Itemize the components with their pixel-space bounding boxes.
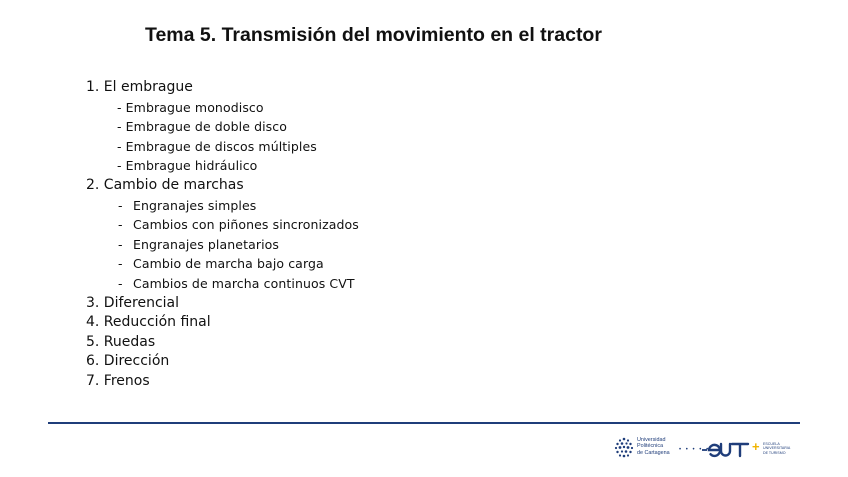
toc-subitem-label: Cambios con piñones sincronizados [133,217,359,233]
list-dash: - [118,275,123,291]
footer-divider [48,422,800,424]
list-dash: - [118,256,123,272]
toc-subitem-label: Engranajes planetarios [133,236,279,252]
list-dash: - [118,236,123,252]
toc-section-reduccion-final: 4. Reducción final [86,314,211,331]
eut-line: DE TURISMO [763,450,786,455]
upct-logo-text [637,437,670,456]
upct-line: Universidad [637,437,666,443]
toc-section-ruedas: 5. Ruedas [86,333,156,350]
toc-section-embrague: 1. El embrague [86,79,193,95]
eut-plus-icon: + [752,439,760,454]
eut-logo-icon [701,439,751,459]
footer-logos [613,436,797,462]
toc-subitem: - Embrague hidráulico [117,158,258,174]
toc-section-frenos: 7. Frenos [86,372,150,389]
list-dash: - [118,197,123,213]
upct-line: Politécnica [637,443,664,450]
toc-section-cambio-de-marchas: 2. Cambio de marchas [86,176,244,193]
toc-subitem: - Embrague de doble disco [117,119,288,135]
toc-section-diferencial: 3. Diferencial [86,294,180,311]
eut-line: UNIVERSITARIA [763,446,791,451]
toc-subitem [86,235,359,255]
toc-section-direccion: 6. Dirección [86,353,170,370]
slide-title: Tema 5. Transmisión del movimiento en el tractor [145,24,602,46]
toc-subitem [86,196,359,216]
toc-subitem-label: Engranajes simples [133,197,257,213]
toc-subitem-label: Cambio de marcha bajo carga [133,256,324,272]
toc-subitem: - Embrague monodisco [117,99,264,115]
list-dash: - [118,217,123,233]
upct-logo-icon [613,436,635,460]
eut-line: ESCUELA [763,442,780,446]
table-of-contents [86,78,359,392]
toc-subitem [86,254,359,274]
upct-line: de Cartagena [637,449,670,456]
toc-subitem: - Embrague de discos múltiples [117,138,317,154]
eut-logo-text [763,442,790,455]
toc-subitem-label: Cambios de marcha continuos CVT [133,275,355,291]
logo-separator-dots: • • • • • [679,447,710,453]
toc-subitem [86,215,359,235]
toc-subitem [86,274,359,294]
